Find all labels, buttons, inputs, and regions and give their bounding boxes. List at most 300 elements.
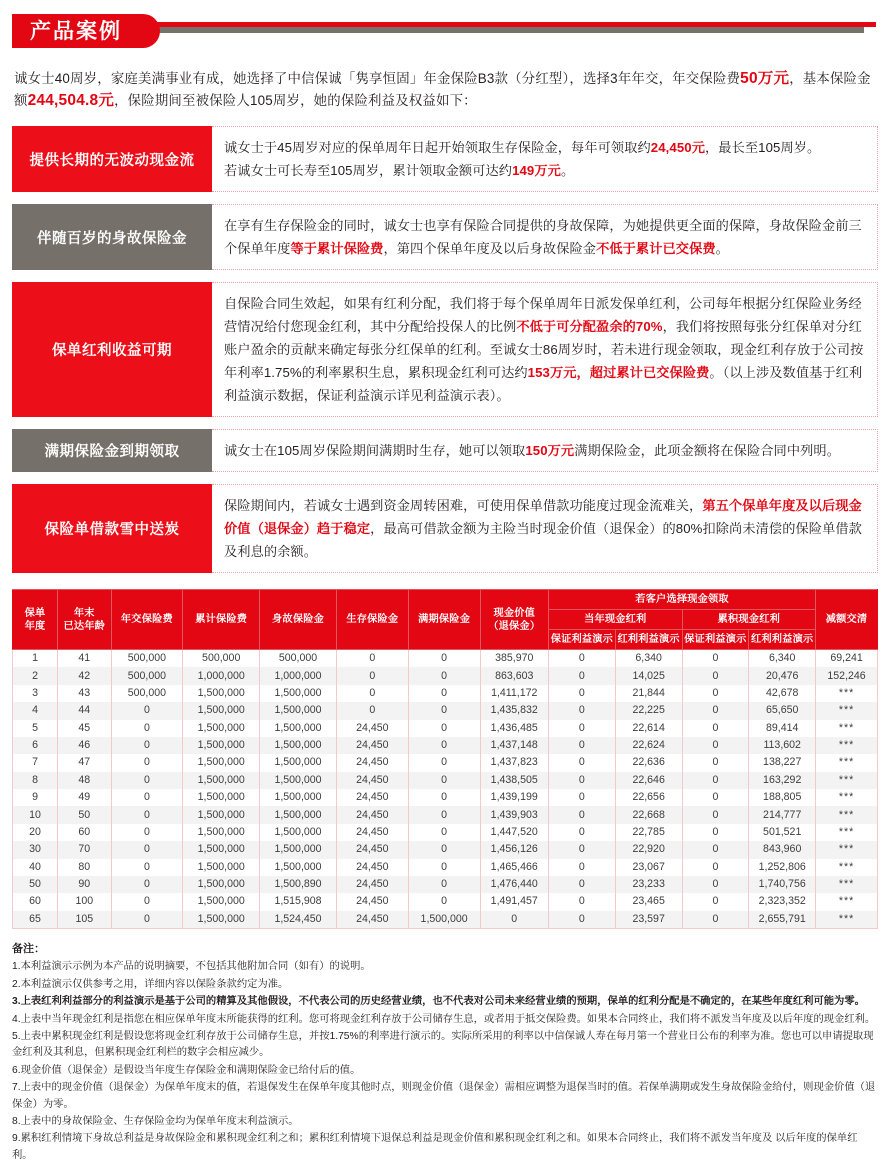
th-accumulated-dividend-demo: 红利利益演示 [749,630,816,650]
cell-survival-benefit: 0 [336,650,408,668]
benefit-text: ，第四个保单年度及以后身故保险金 [383,241,597,256]
table-body [13,650,878,929]
cell-cumulative-premium: 1,500,000 [183,859,260,876]
cell-death-benefit: 1,500,000 [260,737,337,754]
cell-accumulated-guaranteed: 0 [682,806,749,823]
cell-death-benefit: 1,500,000 [260,772,337,789]
cell-cash-value: 1,436,485 [480,720,548,737]
benefit-highlight: 153万元，超过累计已交保险费 [527,365,710,380]
cell-accumulated-dividend: 42,678 [749,685,816,702]
cell-annual-premium: 500,000 [111,650,183,668]
cell-annual-premium: 0 [111,859,183,876]
th-policy-year-line1: 保单 [24,607,46,619]
note-item: 7.上表中的现金价值（退保金）为保单年度末的值，若退保发生在保单年度其他时点，则现金价值（退保金）需相应调整为退保当时的值。若保单满期或发生身故保险金给付，则现金价值（退保金）为零。 [12,1082,876,1110]
cell-policy-year: 3 [13,685,58,702]
cell-maturity-benefit: 0 [408,667,480,684]
cell-cumulative-premium: 1,500,000 [183,737,260,754]
cell-current-guaranteed: 0 [548,720,615,737]
notes-list [12,959,878,1164]
cell-accumulated-guaranteed: 0 [682,824,749,841]
banner-bar-gray [152,27,864,33]
benefit-text: 在享有生存保险金的同时，诚女士也享有保险合同提供的身故保障，为她提供更全面的保障，身故保险金前三个保单年度 [224,218,862,256]
th-group-cash-withdrawal: 若客户选择现金领取 [548,590,815,610]
cell-annual-premium: 0 [111,789,183,806]
th-annual-premium: 年交保险费 [111,590,183,650]
note-item: 6.现金价值（退保金）是假设当年度生存保险金和满期保险金已给付后的值。 [12,1064,361,1076]
intro-segment-3: ，保险期间至被保险人105周岁，她的保险利益及权益如下： [114,93,477,108]
cell-policy-year: 20 [13,824,58,841]
cell-current-guaranteed: 0 [548,667,615,684]
cell-reduced-paidup: *** [816,876,878,893]
cell-current-dividend: 21,844 [615,685,682,702]
cell-maturity-benefit: 0 [408,720,480,737]
benefit-description [212,282,878,417]
cell-reduced-paidup: *** [816,789,878,806]
cell-policy-year: 10 [13,806,58,823]
cell-policy-year: 50 [13,876,58,893]
cell-survival-benefit: 24,450 [336,841,408,858]
benefit-row [12,484,878,573]
benefit-text: 。 [560,163,575,178]
cell-current-guaranteed: 0 [548,737,615,754]
cell-current-dividend: 22,614 [615,720,682,737]
cell-cash-value: 1,438,505 [480,772,548,789]
cell-accumulated-dividend: 20,476 [749,667,816,684]
cell-cash-value: 385,970 [480,650,548,668]
page-banner [12,8,878,56]
benefit-description [212,429,878,472]
cell-policy-year: 60 [13,893,58,910]
table-row [13,824,878,841]
cell-accumulated-guaranteed: 0 [682,667,749,684]
cell-survival-benefit: 24,450 [336,772,408,789]
cell-maturity-benefit: 0 [408,841,480,858]
cell-reduced-paidup: *** [816,911,878,929]
cell-policy-year: 1 [13,650,58,668]
cell-accumulated-dividend: 1,740,756 [749,876,816,893]
cell-annual-premium: 0 [111,806,183,823]
cell-current-dividend: 22,646 [615,772,682,789]
cell-death-benefit: 1,500,000 [260,824,337,841]
cell-cumulative-premium: 1,500,000 [183,720,260,737]
cell-reduced-paidup: *** [816,824,878,841]
benefit-illustration-table-wrap [12,589,878,929]
cell-cash-value: 1,437,823 [480,754,548,771]
cell-policy-year: 65 [13,911,58,929]
benefit-row [12,282,878,417]
notes-section [12,941,878,1164]
benefit-text: 满期保险金，此项金额将在保险合同中列明。 [574,443,840,458]
table-row [13,876,878,893]
cell-survival-benefit: 24,450 [336,754,408,771]
cell-age: 105 [58,911,111,929]
cell-age: 100 [58,893,111,910]
table-row [13,754,878,771]
intro-paragraph [14,68,878,112]
cell-survival-benefit: 24,450 [336,876,408,893]
cell-death-benefit: 1,500,000 [260,841,337,858]
cell-age: 43 [58,685,111,702]
benefit-label: 满期保险金到期领取 [12,429,212,472]
cell-reduced-paidup: *** [816,893,878,910]
cell-survival-benefit: 24,450 [336,893,408,910]
th-current-guaranteed-demo: 保证利益演示 [548,630,615,650]
cell-maturity-benefit: 0 [408,789,480,806]
cell-current-dividend: 22,785 [615,824,682,841]
benefit-description-line [224,214,867,260]
intro-segment-1: 诚女士40周岁，家庭美满事业有成，她选择了中信保诚「隽享恒固」年金保险B3款（分红型），选择3年年交，年交保险费 [14,71,741,86]
benefit-description-line [224,159,867,182]
cell-cumulative-premium: 1,500,000 [183,685,260,702]
th-accumulated-guaranteed-demo: 保证利益演示 [682,630,749,650]
th-cash-value [480,590,548,650]
cell-accumulated-dividend: 1,252,806 [749,859,816,876]
cell-maturity-benefit: 0 [408,685,480,702]
cell-current-dividend: 22,624 [615,737,682,754]
table-row [13,859,878,876]
cell-policy-year: 4 [13,702,58,719]
cell-reduced-paidup: *** [816,702,878,719]
cell-reduced-paidup: *** [816,806,878,823]
cell-current-dividend: 22,668 [615,806,682,823]
cell-age: 45 [58,720,111,737]
th-age-line1: 年末 [73,607,95,619]
benefit-label: 保险单借款雪中送炭 [12,484,212,573]
cell-current-dividend: 23,465 [615,893,682,910]
table-row [13,667,878,684]
cell-accumulated-dividend: 188,805 [749,789,816,806]
cell-current-dividend: 23,233 [615,876,682,893]
cell-death-benefit: 1,500,000 [260,754,337,771]
benefit-highlight: 不低于累计已交保费 [596,241,716,256]
cell-age: 42 [58,667,111,684]
benefit-text: 。 [715,241,729,256]
cell-death-benefit: 1,500,000 [260,702,337,719]
benefit-text: 。（以上涉及数值基于红利利益演示数据，保证利益演示详见利益演示表）。 [224,365,863,403]
cell-annual-premium: 0 [111,893,183,910]
cell-accumulated-guaranteed: 0 [682,685,749,702]
intro-highlight-annual-premium: 50万元 [740,70,790,87]
benefit-label: 提供长期的无波动现金流 [12,126,212,192]
cell-cash-value: 1,476,440 [480,876,548,893]
cell-policy-year: 8 [13,772,58,789]
cell-cash-value: 1,411,172 [480,685,548,702]
benefit-highlight: 24,450元 [650,140,706,155]
cell-maturity-benefit: 0 [408,859,480,876]
cell-cash-value: 1,439,199 [480,789,548,806]
th-current-dividend: 当年现金红利 [548,610,682,630]
th-accumulated-dividend: 累积现金红利 [682,610,816,630]
cell-death-benefit: 1,500,000 [260,806,337,823]
cell-annual-premium: 500,000 [111,667,183,684]
cell-current-dividend: 14,025 [615,667,682,684]
cell-accumulated-guaranteed: 0 [682,841,749,858]
cell-accumulated-guaranteed: 0 [682,893,749,910]
cell-policy-year: 30 [13,841,58,858]
cell-survival-benefit: 24,450 [336,859,408,876]
table-row [13,685,878,702]
cell-age: 90 [58,876,111,893]
th-cumulative-premium: 累计保险费 [183,590,260,650]
cell-cumulative-premium: 1,500,000 [183,754,260,771]
cell-age: 70 [58,841,111,858]
cell-cumulative-premium: 1,500,000 [183,772,260,789]
cell-annual-premium: 0 [111,911,183,929]
cell-reduced-paidup: *** [816,737,878,754]
cell-annual-premium: 500,000 [111,685,183,702]
cell-accumulated-dividend: 2,323,352 [749,893,816,910]
cell-current-guaranteed: 0 [548,876,615,893]
table-row [13,772,878,789]
cell-accumulated-guaranteed: 0 [682,859,749,876]
cell-death-benefit: 1,500,000 [260,789,337,806]
cell-survival-benefit: 0 [336,685,408,702]
cell-accumulated-dividend: 113,602 [749,737,816,754]
cell-survival-benefit: 24,450 [336,911,408,929]
cell-age: 48 [58,772,111,789]
benefit-text: 保险期间内，若诚女士遇到资金周转困难，可使用保单借款功能度过现金流难关， [224,498,703,513]
benefit-label: 伴随百岁的身故保险金 [12,204,212,270]
cell-death-benefit: 1,500,000 [260,859,337,876]
th-survival-benefit: 生存保险金 [336,590,408,650]
cell-annual-premium: 0 [111,841,183,858]
page-title: 产品案例 [30,19,122,43]
cell-cash-value: 1,456,126 [480,841,548,858]
th-current-dividend-demo: 红利利益演示 [615,630,682,650]
cell-cumulative-premium: 1,500,000 [183,789,260,806]
cell-accumulated-guaranteed: 0 [682,911,749,929]
cell-age: 46 [58,737,111,754]
intro-segment-2: ，基本保险金额 [14,71,871,108]
cell-current-guaranteed: 0 [548,702,615,719]
th-policy-year [13,590,58,650]
table-row [13,806,878,823]
cell-reduced-paidup: *** [816,841,878,858]
cell-accumulated-dividend: 89,414 [749,720,816,737]
benefit-text: ，最长至105周岁。 [705,140,821,155]
cell-annual-premium: 0 [111,737,183,754]
th-maturity-benefit: 满期保险金 [408,590,480,650]
cell-cumulative-premium: 1,500,000 [183,806,260,823]
cell-survival-benefit: 24,450 [336,737,408,754]
th-age-attained [58,590,111,650]
cell-survival-benefit: 24,450 [336,806,408,823]
benefit-description [212,484,878,573]
cell-cumulative-premium: 1,000,000 [183,667,260,684]
cell-current-dividend: 23,597 [615,911,682,929]
note-item: 2.本利益演示仅供参考之用，详细内容以保险条款约定为准。 [12,978,289,990]
cell-current-dividend: 22,656 [615,789,682,806]
cell-age: 80 [58,859,111,876]
cell-maturity-benefit: 0 [408,772,480,789]
cell-current-dividend: 22,636 [615,754,682,771]
cell-cash-value: 1,465,466 [480,859,548,876]
benefit-description-line [224,439,867,462]
cell-current-guaranteed: 0 [548,754,615,771]
cell-reduced-paidup: 69,241 [816,650,878,668]
cell-age: 47 [58,754,111,771]
th-age-line2: 已达年龄 [63,620,106,632]
cell-policy-year: 9 [13,789,58,806]
cell-accumulated-guaranteed: 0 [682,702,749,719]
cell-survival-benefit: 24,450 [336,720,408,737]
cell-maturity-benefit: 0 [408,702,480,719]
intro-highlight-basic-sum-insured: 244,504.8元 [27,92,115,109]
benefit-highlight: 150万元 [525,443,575,458]
benefit-text: 若诚女士可长寿至105周岁，累计领取金额可达约 [224,163,513,178]
cell-reduced-paidup: *** [816,772,878,789]
note-item: 5.上表中累积现金红利是假设您将现金红利存放于公司储存生息，并按1.75%的利率进行演示的。实际所采用的利率以中信保诚人寿在每月第一个营业日公布的利率为准。您也可以申请提取现金红利及其利息，但累积现金红利栏的数字会相应减少。 [12,1031,874,1059]
cell-accumulated-dividend: 214,777 [749,806,816,823]
benefit-description-line [224,292,867,407]
cell-accumulated-dividend: 138,227 [749,754,816,771]
benefit-description-line [224,494,867,563]
table-row [13,737,878,754]
cell-maturity-benefit: 0 [408,754,480,771]
note-item: 8.上表中的身故保险金、生存保险金均为保单年度末利益演示。 [12,1116,299,1128]
cell-current-guaranteed: 0 [548,824,615,841]
cell-cumulative-premium: 1,500,000 [183,911,260,929]
note-item: 1.本利益演示示例为本产品的说明摘要，不包括其他附加合同（如有）的说明。 [12,961,371,973]
cell-policy-year: 7 [13,754,58,771]
cell-maturity-benefit: 1,500,000 [408,911,480,929]
th-reduced-paidup: 减额交清 [816,590,878,650]
table-row [13,720,878,737]
cell-accumulated-dividend: 501,521 [749,824,816,841]
table-row [13,789,878,806]
benefit-label: 保单红利收益可期 [12,282,212,417]
cell-current-guaranteed: 0 [548,650,615,668]
cell-death-benefit: 1,500,890 [260,876,337,893]
cell-accumulated-dividend: 163,292 [749,772,816,789]
notes-title: 备注： [12,943,45,955]
cell-age: 49 [58,789,111,806]
cell-current-dividend: 22,225 [615,702,682,719]
th-death-benefit: 身故保险金 [260,590,337,650]
cell-cash-value: 1,435,832 [480,702,548,719]
cell-annual-premium: 0 [111,702,183,719]
cell-current-guaranteed: 0 [548,841,615,858]
cell-policy-year: 2 [13,667,58,684]
cell-accumulated-guaranteed: 0 [682,737,749,754]
cell-policy-year: 40 [13,859,58,876]
cell-cumulative-premium: 1,500,000 [183,876,260,893]
cell-cumulative-premium: 1,500,000 [183,841,260,858]
table-row [13,893,878,910]
cell-current-guaranteed: 0 [548,893,615,910]
benefit-text: 诚女士在105周岁保险期间满期时生存，她可以领取 [224,443,526,458]
cell-accumulated-dividend: 6,340 [749,650,816,668]
cell-policy-year: 6 [13,737,58,754]
cell-reduced-paidup: *** [816,859,878,876]
cell-cumulative-premium: 1,500,000 [183,893,260,910]
benefit-description [212,204,878,270]
cell-current-guaranteed: 0 [548,789,615,806]
banner-tab [12,14,160,48]
benefit-description-line [224,136,867,159]
cell-death-benefit: 1,500,000 [260,720,337,737]
cell-maturity-benefit: 0 [408,876,480,893]
cell-reduced-paidup: 152,246 [816,667,878,684]
cell-annual-premium: 0 [111,772,183,789]
cell-accumulated-guaranteed: 0 [682,650,749,668]
table-row [13,911,878,929]
cell-accumulated-guaranteed: 0 [682,754,749,771]
cell-death-benefit: 1,000,000 [260,667,337,684]
benefit-description [212,126,878,192]
product-case-page [0,8,890,1161]
benefit-row [12,126,878,192]
cell-annual-premium: 0 [111,720,183,737]
cell-current-dividend: 6,340 [615,650,682,668]
benefit-illustration-table [12,589,878,929]
cell-cash-value: 863,603 [480,667,548,684]
cell-reduced-paidup: *** [816,720,878,737]
benefit-highlight: 不低于可分配盈余的70% [516,319,663,334]
th-policy-year-line2: 年度 [24,620,46,632]
cell-current-guaranteed: 0 [548,806,615,823]
cell-age: 44 [58,702,111,719]
cell-accumulated-dividend: 65,650 [749,702,816,719]
cell-maturity-benefit: 0 [408,824,480,841]
cell-cash-value: 1,447,520 [480,824,548,841]
cell-current-dividend: 23,067 [615,859,682,876]
cell-maturity-benefit: 0 [408,893,480,910]
cell-cash-value: 1,439,903 [480,806,548,823]
cell-cash-value: 1,437,148 [480,737,548,754]
cell-accumulated-guaranteed: 0 [682,876,749,893]
th-cash-value-line1: 现金价值 [493,607,536,619]
cell-current-guaranteed: 0 [548,859,615,876]
cell-accumulated-dividend: 2,655,791 [749,911,816,929]
cell-death-benefit: 1,500,000 [260,685,337,702]
cell-accumulated-guaranteed: 0 [682,789,749,806]
cell-cumulative-premium: 500,000 [183,650,260,668]
note-item: 4.上表中当年现金红利是指您在相应保单年度末所能获得的红利。您可将现金红利存放于公司储存生息，或者用于抵交保险费。如果本合同终止，我们将不派发当年度及以后年度的现金红利。 [12,1013,876,1025]
cell-current-guaranteed: 0 [548,772,615,789]
cell-annual-premium: 0 [111,754,183,771]
cell-maturity-benefit: 0 [408,737,480,754]
cell-annual-premium: 0 [111,876,183,893]
cell-death-benefit: 1,524,450 [260,911,337,929]
cell-death-benefit: 1,515,908 [260,893,337,910]
table-row [13,650,878,668]
table-head [13,590,878,650]
benefit-row [12,429,878,472]
cell-policy-year: 5 [13,720,58,737]
note-item: 9.累积红利情境下身故总利益是身故保险金和累积现金红利之和；累积红利情境下退保总利益是现金价值和累积现金红利之和。如果本合同终止，我们将不派发当年度及 以后年度的保单红利。 [12,1133,858,1161]
table-row [13,841,878,858]
cell-cash-value: 1,491,457 [480,893,548,910]
benefit-text: ，最高可借款金额为主险当时现金价值（退保金）的80%扣除尚未清偿的保险单借款及利息的余额。 [224,521,862,559]
cell-current-guaranteed: 0 [548,911,615,929]
benefit-text: 自保险合同生效起，如果有红利分配，我们将于每个保单周年日派发保单红利，公司每年根据分红保险业务经营情况给付您现金红利，其中分配给投保人的比例 [224,296,862,334]
cell-cumulative-premium: 1,500,000 [183,824,260,841]
note-item: 3.上表红利利益部分的利益演示是基于公司的精算及其他假设，不代表公司的历史经营业绩，也不代表对公司未来经营业绩的预期，保单的红利分配是不确定的，在某些年度红利可能为零。 [12,996,865,1008]
benefit-text: 诚女士于45周岁对应的保单周年日起开始领取生存保险金，每年可领取约 [224,140,651,155]
cell-accumulated-dividend: 843,960 [749,841,816,858]
table-row [13,702,878,719]
table-header-row-1 [13,590,878,610]
cell-annual-premium: 0 [111,824,183,841]
cell-survival-benefit: 24,450 [336,789,408,806]
cell-age: 60 [58,824,111,841]
cell-current-dividend: 22,920 [615,841,682,858]
cell-maturity-benefit: 0 [408,806,480,823]
cell-accumulated-guaranteed: 0 [682,720,749,737]
cell-survival-benefit: 0 [336,667,408,684]
benefit-highlight: 等于累计保险费 [290,241,384,256]
